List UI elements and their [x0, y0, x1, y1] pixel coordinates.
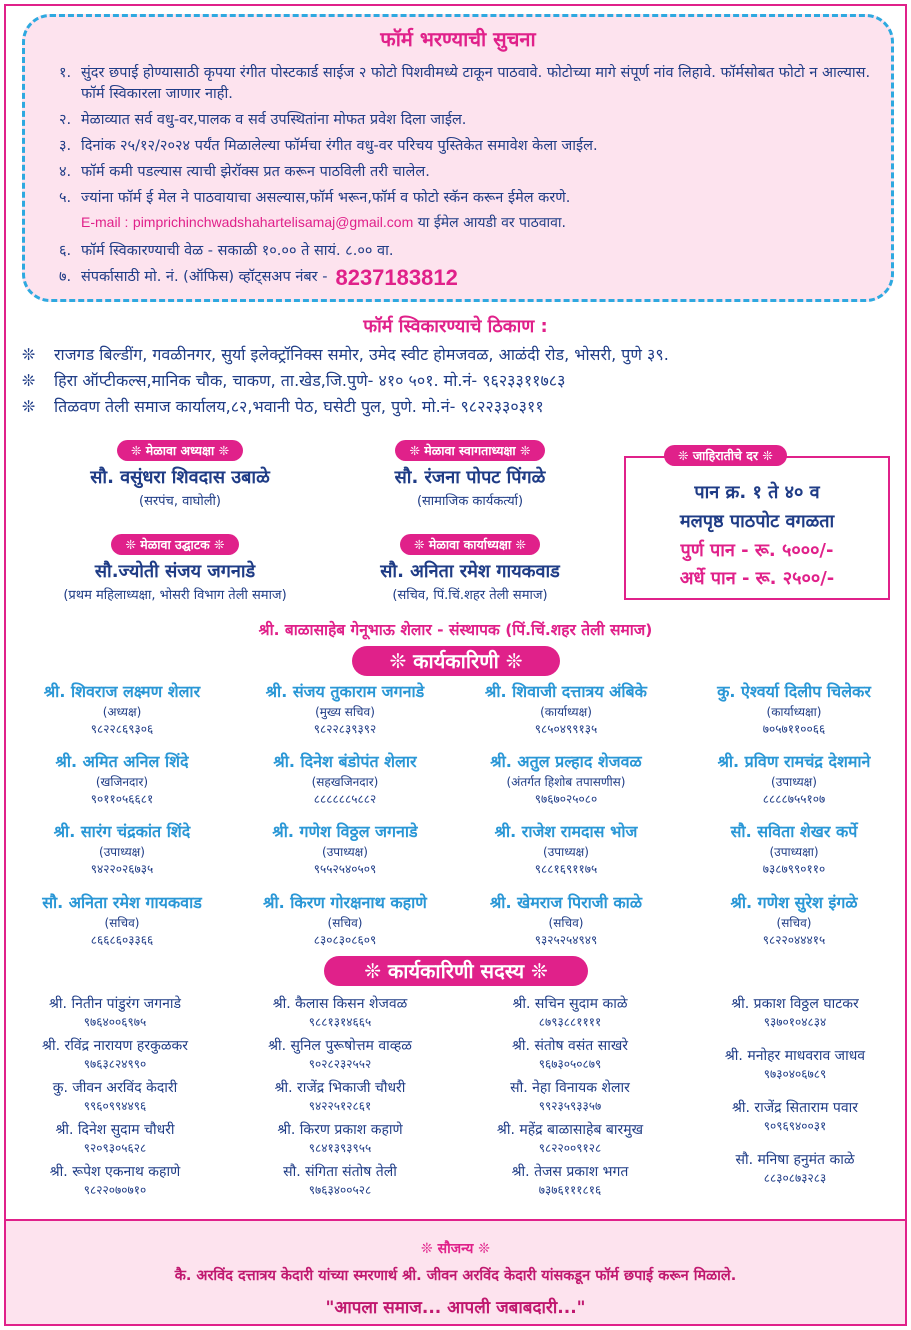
committee-member	[680, 750, 908, 807]
official-working-president	[330, 534, 610, 603]
official-welcome-chair	[320, 440, 620, 509]
member-name: कु. जीवन अरविंद केदारी	[52, 1080, 178, 1096]
committee-member-role: (उपाध्यक्ष)	[99, 845, 145, 859]
committee-member-role: (सचिव)	[104, 916, 140, 930]
member-item	[1, 1036, 229, 1072]
committee-member-phone: ८८८८७५५१०७	[762, 792, 826, 806]
committee-member-role: (उपाध्यक्षा)	[769, 845, 819, 859]
founder-line: श्री. बाळासाहेब गेनूभाऊ शेलार - संस्थापक (पिं.चिं.शहर तेली समाज)	[258, 621, 653, 639]
member-item	[1, 1162, 229, 1198]
committee-member-role: (सचिव)	[776, 916, 812, 930]
member-phone: ९८८१३१४६६५	[308, 1015, 372, 1029]
address-item: ❊ राजगड बिल्डींग, गवळीनगर, सुर्या इलेक्ट्रॉनिक्स समोर, उमेद स्वीट होमजवळ, आळंदी रोड, भोसरी, पुणे ३९.	[22, 342, 902, 368]
committee-member-phone: ९८५०४९९१३५	[534, 722, 598, 736]
committee-member-phone: ८३०८३०८६०९	[313, 933, 377, 947]
committee-member	[8, 820, 236, 877]
member-item	[681, 1150, 909, 1186]
star-icon: ❊	[22, 371, 36, 390]
official-inaugurator	[10, 534, 340, 603]
member-name: श्री. प्रकाश विठ्ठल घाटकर	[731, 996, 859, 1012]
committee-member	[452, 891, 680, 948]
member-name: श्री. मनोहर माधवराव जाधव	[724, 1048, 866, 1064]
ad-rates-badge: ❊ जाहिरातीचे दर ❊	[664, 445, 787, 466]
email-address[interactable]: pimprichinchwadshahartelisamaj@gmail.com	[132, 214, 414, 230]
instruction-item-contact: ७. संपर्कासाठी मो. नं. (ऑफिस) व्हॉट्सअप नंबर - 8237183812	[59, 265, 458, 290]
committee-member	[231, 891, 459, 948]
committee-member-role: (खजिनदार)	[95, 775, 149, 789]
committee-member	[452, 680, 680, 737]
committee-member-role: (उपाध्यक्ष)	[771, 775, 817, 789]
committee-member-phone: ९८२२८३९३९२	[313, 722, 377, 736]
official-badge: ❊ मेळावा कार्याध्यक्षा ❊	[400, 534, 540, 555]
committee-member-role: (सचिव)	[548, 916, 584, 930]
member-item	[456, 1078, 684, 1114]
member-phone: ९४२२५१२८६१	[308, 1099, 372, 1113]
member-phone: ९३७०१०४८३४	[763, 1015, 827, 1029]
committee-member-phone: ९५५२५४०५०९	[313, 862, 377, 876]
email-label: E-mail :	[81, 214, 129, 230]
member-item	[226, 1036, 454, 1072]
member-name: श्री. कैलास किसन शेजवळ	[272, 996, 408, 1012]
committee-member-name: श्री. किरण गोरक्षनाथ कहाणे	[263, 893, 427, 912]
instructions-list	[59, 63, 889, 288]
star-icon: ❊	[22, 397, 36, 416]
committee-member	[8, 680, 236, 737]
instructions-title: फॉर्म भरण्याची सुचना	[380, 27, 536, 51]
committee-member-phone: ९३२५२५४९४९	[534, 933, 598, 947]
committee-member-phone: ७३८७९९०११०	[762, 862, 826, 876]
instruction-item: २. मेळाव्यात सर्व वधु-वर,पालक व सर्व उपस्थितांना मोफत प्रवेश दिला जाईल.	[59, 112, 467, 128]
addresses-list	[22, 342, 902, 420]
member-item	[226, 1120, 454, 1156]
credit-text: कै. अरविंद दत्तात्रय केदारी यांच्या स्मरणार्थ श्री. जीवन अरविंद केदारी यांसकडून फॉर्म छपाई करून मिळाले.	[174, 1268, 737, 1284]
committee-member-role: (कार्याध्यक्षा)	[766, 705, 822, 719]
address-item: ❊ तिळवण तेली समाज कार्यालय,८२,भवानी पेठ, घसेटी पुल, पुणे. मो.नं- ९८२२३३०३११	[22, 394, 902, 420]
committee-member-phone: ९८२२८६९३०६	[90, 722, 154, 736]
official-desc: (सचिव, पिं.चिं.शहर तेली समाज)	[392, 588, 548, 603]
member-phone: ९७६४००६९७५	[83, 1015, 147, 1029]
member-name: श्री. राजेंद्र भिकाजी चौधरी	[274, 1080, 406, 1096]
rate-full-page: पुर्ण पान - रू. ५०००/-	[680, 540, 834, 561]
official-name: सौ. वसुंधरा शिवदास उबाळे	[90, 467, 270, 488]
committee-member-name: कु. ऐश्वर्या दिलीप चिलेकर	[717, 682, 871, 701]
member-item	[681, 994, 909, 1030]
committee-member-role: (उपाध्यक्ष)	[543, 845, 589, 859]
committee-member-phone: ९४२२०२६७३५	[90, 862, 154, 876]
committee-member-phone: ७०५७११००६६	[762, 722, 826, 736]
member-phone: ८८३०८७३२८३	[763, 1171, 827, 1185]
member-name: श्री. दिनेश सुदाम चौधरी	[55, 1122, 175, 1138]
committee-member-role: (सहखजिनदार)	[311, 775, 379, 789]
instruction-item: ३. दिनांक २५/१२/२०२४ पर्यंत मिळालेल्या फॉर्मचा रंगीत वधु-वर परिचय पुस्तिकेत समावेश केला जाईल.	[59, 138, 598, 154]
member-name: श्री. सचिन सुदाम काळे	[512, 996, 628, 1012]
member-item	[681, 1046, 909, 1082]
instruction-item: १. सुंदर छपाई होण्यासाठी कृपया रंगीत पोस्टकार्ड साईज २ फोटो पिशवीमध्ये टाकून पाठवावे. फोटोच्या मागे संपूर्ण नांव लिहावे. फॉर्मसोबत फोटो न आल्यास. फॉर्म स्विकारला जाणार नाही.	[59, 65, 871, 102]
instruction-item: ५. ज्यांना फॉर्म ई मेल ने पाठवायाचा असल्यास,फॉर्म भरून,फॉर्म व फोटो स्कॅन करून ईमेल करणे.	[59, 190, 571, 206]
committee-banner: ❊ कार्यकारिणी ❊	[352, 646, 560, 676]
members-banner: ❊ कार्यकारिणी सदस्य ❊	[324, 956, 588, 986]
member-phone: ९०२८२३२५५२	[308, 1057, 372, 1071]
committee-member-name: श्री. अतुल प्रल्हाद शेजवळ	[490, 752, 642, 771]
committee-member-phone: ९०११०५६६८१	[90, 792, 154, 806]
member-name: श्री. तेजस प्रकाश भगत	[511, 1164, 629, 1180]
member-name: श्री. महेंद्र बाळासाहेब बारमुख	[496, 1122, 644, 1138]
committee-member-role: (सचिव)	[327, 916, 363, 930]
committee-member-name: श्री. सारंग चंद्रकांत शिंदे	[53, 822, 191, 841]
member-phone: ९८४१३९३९५५	[308, 1141, 372, 1155]
committee-member-name: श्री. गणेश विठ्ठल जगनाडे	[272, 822, 418, 841]
member-phone: ८७९३८८११११	[538, 1015, 602, 1029]
member-phone: ७३७६१११८१६	[538, 1183, 602, 1197]
official-badge: ❊ मेळावा स्वागताध्यक्षा ❊	[395, 440, 544, 461]
rate-line: मलपृष्ठ पाठपोट वगळता	[679, 511, 835, 532]
instruction-item-time: ६. फॉर्म स्विकारण्याची वेळ - सकाळी १०.०० ते सायं. ८.०० वा.	[59, 243, 394, 259]
committee-member-name: श्री. राजेश रामदास भोज	[494, 822, 638, 841]
official-badge: ❊ मेळावा अध्यक्षा ❊	[117, 440, 243, 461]
committee-member-phone: ९८२२०४४४१५	[762, 933, 826, 947]
member-item	[1, 1078, 229, 1114]
member-phone: ९६७३०५०८७९	[538, 1057, 602, 1071]
member-item	[226, 1162, 454, 1198]
rate-half-page: अर्धे पान - रू. २५००/-	[679, 568, 835, 589]
ad-rates-box	[624, 448, 890, 600]
member-phone: ९७६३४००५२८	[308, 1183, 372, 1197]
committee-member-role: (अध्यक्ष)	[102, 705, 142, 719]
committee-member-role: (उपाध्यक्ष)	[322, 845, 368, 859]
committee-member	[8, 891, 236, 948]
member-name: श्री. किरण प्रकाश कहाणे	[277, 1122, 403, 1138]
member-item	[681, 1098, 909, 1134]
committee-member	[8, 750, 236, 807]
committee-member-role: (अंतर्गत हिशोब तपासणीस)	[506, 775, 626, 789]
member-phone: ९८२२०७०७१०	[83, 1183, 147, 1197]
committee-member-phone: ९८८१६९११७५	[534, 862, 598, 876]
member-name: श्री. रविंद्र नारायण हरकुळकर	[42, 1038, 188, 1054]
official-name: सौ.ज्योती संजय जगनाडे	[94, 561, 256, 582]
member-name: श्री. सुनिल पुरूषोत्तम वाव्हळ	[268, 1038, 412, 1054]
committee-member-role: (मुख्य सचिव)	[315, 705, 375, 719]
slogan: "आपला समाज... आपली जबाबदारी..."	[325, 1298, 586, 1318]
rate-line: पान क्र. १ ते ४० व	[694, 482, 820, 503]
member-name: सौ. नेहा विनायक शेलार	[510, 1080, 630, 1096]
addresses-title: फॉर्म स्विकारण्याचे ठिकाण :	[363, 316, 548, 337]
committee-member-name: सौ. अनिता रमेश गायकवाड	[42, 893, 202, 912]
email-line	[81, 209, 889, 236]
committee-member	[680, 891, 908, 948]
member-item	[456, 1162, 684, 1198]
member-phone: ९९२३५९३३५७	[538, 1099, 602, 1113]
contact-phone: 8237183812	[335, 265, 458, 290]
official-president	[20, 440, 340, 509]
member-item	[456, 1036, 684, 1072]
address-item: ❊ हिरा ऑप्टीकल्स,मानिक चौक, चाकण, ता.खेड,जि.पुणे- ४१० ५०१. मो.नं- ९६२३३११७८३	[22, 368, 902, 394]
member-item	[456, 994, 684, 1030]
committee-member	[231, 750, 459, 807]
committee-member-name: श्री. अमित अनिल शिंदे	[55, 752, 189, 771]
committee-member-phone: ९७६७०२५०८०	[534, 792, 598, 806]
member-item	[456, 1120, 684, 1156]
committee-member-name: श्री. दिनेश बंडोपंत शेलार	[273, 752, 417, 771]
member-name: श्री. संतोष वसंत साखरे	[512, 1038, 628, 1054]
member-name: श्री. रूपेश एकनाथ कहाणे	[49, 1164, 181, 1180]
committee-member-name: सौ. सविता शेखर कर्पे	[730, 822, 858, 841]
committee-member-role: (कार्याध्यक्ष)	[540, 705, 592, 719]
member-phone: ९९६०९९४४९६	[83, 1099, 147, 1113]
member-item	[1, 1120, 229, 1156]
member-name: श्री. नितीन पांडुरंग जगनाडे	[49, 996, 181, 1012]
committee-member	[452, 750, 680, 807]
committee-member	[231, 820, 459, 877]
committee-member-name: श्री. खेमराज पिराजी काळे	[489, 893, 642, 912]
committee-member-name: श्री. गणेश सुरेश इंगळे	[730, 893, 858, 912]
member-phone: ९०९६९४००३१	[763, 1119, 827, 1133]
official-desc: (सरपंच, वाघोली)	[139, 494, 221, 509]
email-suffix: या ईमेल आयडी वर पाठवावा.	[417, 215, 567, 231]
star-icon: ❊	[22, 345, 36, 364]
official-desc: (सामाजिक कार्यकर्त्या)	[416, 494, 524, 509]
committee-member-name: श्री. संजय तुकाराम जगनाडे	[265, 682, 425, 701]
official-badge: ❊ मेळावा उद्घाटक ❊	[111, 534, 238, 555]
member-phone: ९२०९३०५६२८	[83, 1141, 147, 1155]
member-item	[226, 1078, 454, 1114]
committee-member-name: श्री. शिवराज लक्ष्मण शेलार	[43, 682, 201, 701]
instructions-box	[22, 14, 894, 302]
committee-member	[680, 820, 908, 877]
member-item	[226, 994, 454, 1030]
instruction-item: ४. फॉर्म कमी पडल्यास त्याची झेरॉक्स प्रत करून पाठविली तरी चालेल.	[59, 164, 430, 180]
official-name: सौ. अनिता रमेश गायकवाड	[380, 561, 560, 582]
committee-member-name: श्री. शिवाजी दत्तात्रय अंबिके	[485, 682, 647, 701]
member-name: सौ. मनिषा हनुमंत काळे	[735, 1152, 855, 1168]
member-phone: ९७६३८२४९९०	[83, 1057, 147, 1071]
credit-title: ❊ सौजन्य ❊	[421, 1241, 490, 1257]
member-name: सौ. संगिता संतोष तेली	[283, 1164, 397, 1180]
member-item	[1, 994, 229, 1030]
member-phone: ९७३०४०६७८९	[763, 1067, 827, 1081]
member-phone: ९८२२००९१२८	[538, 1141, 602, 1155]
committee-member	[452, 820, 680, 877]
member-name: श्री. राजेंद्र सिताराम पवार	[731, 1100, 859, 1116]
committee-member-phone: ८६६८६०३३६६	[90, 933, 154, 947]
official-desc: (प्रथम महिलाध्यक्षा, भोसरी विभाग तेली समाज)	[63, 588, 287, 603]
committee-member	[680, 680, 908, 737]
committee-member-name: श्री. प्रविण रामचंद्र देशमाने	[717, 752, 871, 771]
footer	[6, 1219, 905, 1324]
official-name: सौ. रंजना पोपट पिंगळे	[394, 467, 546, 488]
committee-member-phone: ८८८८८८५८८२	[313, 792, 377, 806]
committee-member	[231, 680, 459, 737]
